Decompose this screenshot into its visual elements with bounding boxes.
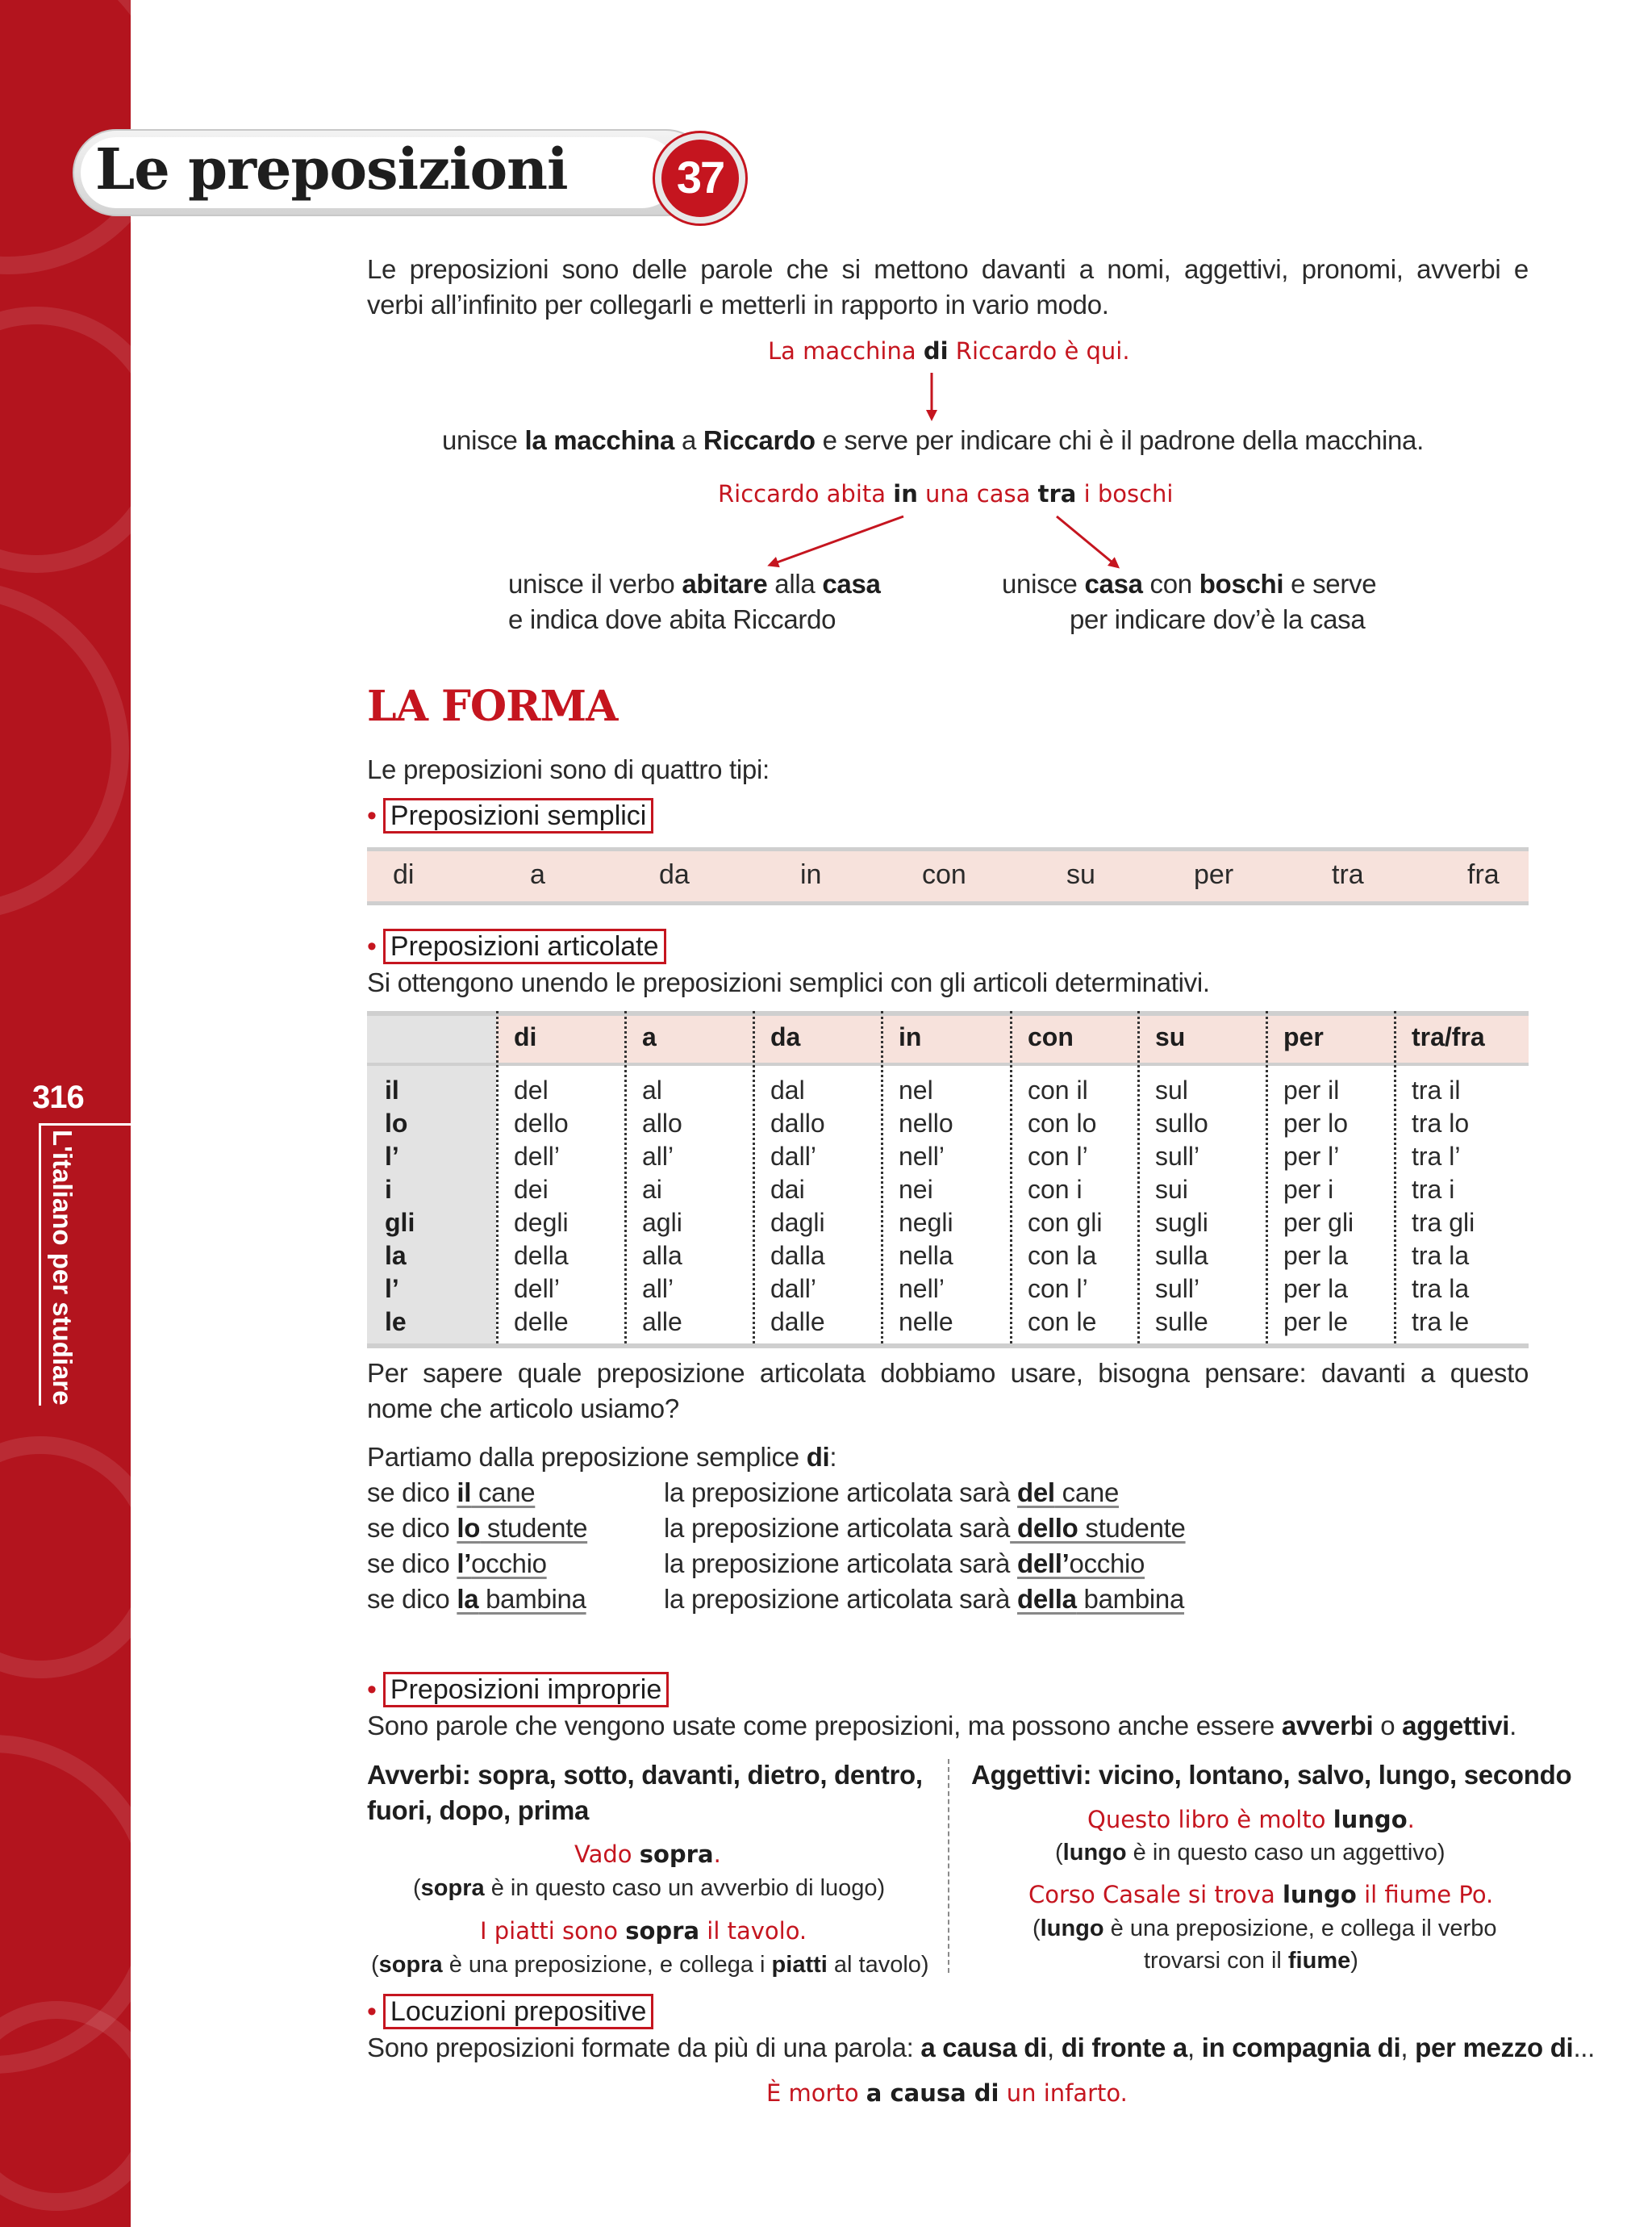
table-cell: allo — [642, 1109, 682, 1138]
table-cell: con la — [1028, 1241, 1097, 1270]
example-sentence-2: Riccardo abita in una casa tra i boschi — [718, 480, 1174, 508]
table-cell: dagli — [770, 1208, 825, 1237]
example-row-right: la preposizione articolata sarà del cane — [664, 1477, 1119, 1507]
simple-prep: per — [1194, 859, 1234, 890]
avverbi-line-1: Avverbi: sopra, sotto, davanti, dietro, dentro, — [367, 1760, 923, 1790]
article-cell: lo — [385, 1109, 408, 1138]
table-cell: dai — [770, 1175, 805, 1204]
table-cell: dal — [770, 1076, 805, 1105]
example-row-left: se dico l’occhio — [367, 1548, 547, 1578]
table-cell: degli — [514, 1208, 569, 1237]
note-corso-1: (lungo è una preposizione, e collega il verbo — [1032, 1916, 1497, 1941]
table-cell: sugli — [1155, 1208, 1208, 1237]
table-header-rule — [367, 1063, 1529, 1066]
column-header: tra/fra — [1412, 1022, 1485, 1051]
table-cell: dell’ — [514, 1274, 560, 1303]
table-cell: con l’ — [1028, 1142, 1088, 1171]
simple-prep: di — [393, 859, 415, 890]
bullet-dot: • — [367, 1674, 377, 1705]
example-2-right-line-1: unisce casa con boschi e serve — [1002, 569, 1377, 599]
table-cell: nei — [899, 1175, 933, 1204]
column-separator — [1394, 1011, 1396, 1343]
bullet-articolate — [367, 928, 666, 965]
table-cell: ai — [642, 1175, 662, 1204]
column-header: in — [899, 1022, 922, 1051]
column-separator — [1010, 1011, 1012, 1343]
simple-prep: da — [659, 859, 690, 890]
table-cell: per la — [1283, 1274, 1349, 1303]
example-row-left: se dico il cane — [367, 1477, 536, 1507]
table-cell: del — [514, 1076, 549, 1105]
example-libro: Questo libro è molto lungo. — [1087, 1806, 1415, 1833]
example-row-left: se dico la bambina — [367, 1584, 586, 1614]
table-cell: nel — [899, 1076, 933, 1105]
table-cell: nelle — [899, 1307, 953, 1336]
table-cell: sul — [1155, 1076, 1188, 1105]
table-cell: con i — [1028, 1175, 1083, 1204]
table-cell: sullo — [1155, 1109, 1208, 1138]
table-cell: sull’ — [1155, 1142, 1200, 1171]
articolate-after-2: nome che articolo usiamo? — [367, 1393, 679, 1423]
bullet-dot: • — [367, 800, 377, 831]
table-cell: tra il — [1412, 1076, 1461, 1105]
table-cell: nell’ — [899, 1274, 945, 1303]
table-cell: per lo — [1283, 1109, 1349, 1138]
arrow-left — [770, 516, 903, 565]
example-2-left-line-1: unisce il verbo abitare alla casa — [508, 569, 881, 599]
bullet-locuzioni — [367, 1993, 653, 2030]
table-cell: nella — [899, 1241, 953, 1270]
simple-prep: fra — [1467, 859, 1500, 890]
table-cell: per i — [1283, 1175, 1334, 1204]
article-cell: l’ — [385, 1142, 399, 1171]
intro-line-1: Le preposizioni sono delle parole che si mettono davanti a nomi, aggettivi, pronomi, avverbi e — [367, 254, 1529, 284]
example-row-right: la preposizione articolata sarà della bambina — [664, 1584, 1185, 1614]
column-header: con — [1028, 1022, 1074, 1051]
column-separator — [496, 1011, 499, 1343]
boxed-label: Preposizioni articolate — [383, 929, 666, 964]
boxed-label: Preposizioni semplici — [383, 798, 653, 834]
table-cell: per l’ — [1283, 1142, 1340, 1171]
table-cell: tra i — [1412, 1175, 1455, 1204]
table-cell: sull’ — [1155, 1274, 1200, 1303]
simple-prep: tra — [1332, 859, 1364, 890]
note-vado: (sopra è in questo caso un avverbio di luogo) — [413, 1875, 886, 1901]
locuzioni-desc: Sono preposizioni formate da più di una parola: a causa di, di fronte a, in compagnia di, per mezzo di... — [367, 2033, 1596, 2062]
intro-line-2: verbi all’infinito per collegarli e metterli in rapporto in vario modo. — [367, 290, 1109, 320]
bullet-dot: • — [367, 931, 377, 962]
column-separator — [753, 1011, 755, 1343]
bullet-semplici — [367, 797, 653, 834]
article-cell: i — [385, 1175, 392, 1204]
table-cell: tra la — [1412, 1241, 1470, 1270]
table-cell: dallo — [770, 1109, 825, 1138]
example-1-explanation: unisce la macchina a Riccardo e serve per indicare chi è il padrone della macchina. — [442, 425, 1424, 455]
table-cell: negli — [899, 1208, 953, 1237]
note-piatti: (sopra è una preposizione, e collega i piatti al tavolo) — [371, 1952, 929, 1978]
table-cell: con le — [1028, 1307, 1097, 1336]
simple-prepositions-row — [367, 847, 1529, 905]
articolate-after-1: Per sapere quale preposizione articolata dobbiamo usare, bisogna pensare: davanti a questo — [367, 1358, 1529, 1388]
section-title: LA FORMA — [367, 682, 618, 731]
table-cell: delle — [514, 1307, 569, 1336]
table-cell: nell’ — [899, 1142, 945, 1171]
table-cell: dello — [514, 1109, 569, 1138]
table-header-band — [367, 1011, 1529, 1063]
example-row-right: la preposizione articolata sarà dell’occhio — [664, 1548, 1145, 1578]
article-cell: l’ — [385, 1274, 399, 1303]
avverbi-line-2: fuori, dopo, prima — [367, 1795, 590, 1825]
table-cell: per il — [1283, 1076, 1340, 1105]
example-corso: Corso Casale si trova lungo il fiume Po. — [1028, 1881, 1494, 1908]
table-cell: all’ — [642, 1142, 674, 1171]
table-cell: tra l’ — [1412, 1142, 1461, 1171]
partiamo-line: Partiamo dalla preposizione semplice di: — [367, 1442, 837, 1472]
column-header: a — [642, 1022, 657, 1051]
example-infarto: È morto a causa di un infarto. — [766, 2079, 1128, 2107]
example-2-left-line-2: e indica dove abita Riccardo — [508, 604, 836, 634]
table-cell: tra le — [1412, 1307, 1470, 1336]
column-separator — [1266, 1011, 1268, 1343]
aggettivi-line: Aggettivi: vicino, lontano, salvo, lungo, secondo — [971, 1760, 1572, 1790]
table-cell: per la — [1283, 1241, 1349, 1270]
table-cell: sulla — [1155, 1241, 1208, 1270]
table-cell: della — [514, 1241, 569, 1270]
arrow-right — [1057, 516, 1117, 566]
simple-prep: con — [922, 859, 966, 890]
table-cell: dall’ — [770, 1274, 816, 1303]
forma-intro: Le preposizioni sono di quattro tipi: — [367, 754, 770, 784]
boxed-label: Preposizioni improprie — [383, 1672, 669, 1707]
table-cell: con il — [1028, 1076, 1088, 1105]
chapter-title: Le preposizioni — [95, 136, 568, 203]
table-cell: alle — [642, 1307, 682, 1336]
table-cell: dell’ — [514, 1142, 560, 1171]
column-separator — [624, 1011, 627, 1343]
column-divider — [948, 1759, 949, 1973]
table-cell: nello — [899, 1109, 953, 1138]
article-cell: gli — [385, 1208, 415, 1237]
table-cell: tra lo — [1412, 1109, 1470, 1138]
table-cell: per gli — [1283, 1208, 1354, 1237]
example-row-left: se dico lo studente — [367, 1513, 588, 1543]
table-cell: sulle — [1155, 1307, 1208, 1336]
table-cell: con l’ — [1028, 1274, 1088, 1303]
table-cell: dalla — [770, 1241, 825, 1270]
table-cell: agli — [642, 1208, 682, 1237]
note-corso-2: trovarsi con il fiume) — [1144, 1948, 1358, 1974]
example-2-right-line-2: per indicare dov’è la casa — [1070, 604, 1366, 634]
table-cell: con gli — [1028, 1208, 1103, 1237]
table-cell: alla — [642, 1241, 682, 1270]
table-cell: al — [642, 1076, 662, 1105]
page-number: 316 — [32, 1080, 84, 1115]
column-header: da — [770, 1022, 801, 1051]
articulated-prepositions-table — [367, 1011, 1529, 1348]
column-header: di — [514, 1022, 537, 1051]
table-cell: tra la — [1412, 1274, 1470, 1303]
note-libro: (lungo è in questo caso un aggettivo) — [1055, 1840, 1446, 1866]
boxed-label: Locuzioni prepositive — [383, 1994, 654, 2029]
table-cell: dalle — [770, 1307, 825, 1336]
column-header: per — [1283, 1022, 1324, 1051]
article-cell: le — [385, 1307, 407, 1336]
articolate-desc: Si ottengono unendo le preposizioni semplici con gli articoli determinativi. — [367, 967, 1210, 997]
article-cell: il — [385, 1076, 399, 1105]
table-cell: dei — [514, 1175, 549, 1204]
simple-prep: in — [800, 859, 822, 890]
example-vado: Vado sopra. — [574, 1841, 721, 1868]
table-bottom-rule — [367, 1343, 1529, 1348]
example-row-right: la preposizione articolata sarà dello studente — [664, 1513, 1186, 1543]
example-piatti: I piatti sono sopra il tavolo. — [480, 1917, 807, 1945]
table-cell: sui — [1155, 1175, 1188, 1204]
example-sentence-1: La macchina di Riccardo è qui. — [768, 337, 1130, 365]
table-cell: con lo — [1028, 1109, 1097, 1138]
table-cell: all’ — [642, 1274, 674, 1303]
simple-prep: a — [530, 859, 545, 890]
table-cell: tra gli — [1412, 1208, 1475, 1237]
simple-prep: su — [1066, 859, 1095, 890]
book-title: L'italiano per studiare — [48, 1130, 77, 1406]
bullet-improprie — [367, 1671, 669, 1708]
column-separator — [881, 1011, 883, 1343]
table-cell: per le — [1283, 1307, 1349, 1336]
article-cell: la — [385, 1241, 407, 1270]
column-separator — [1137, 1011, 1140, 1343]
chapter-number-badge: 37 — [655, 133, 745, 224]
bullet-dot: • — [367, 1996, 377, 2027]
column-header: su — [1155, 1022, 1186, 1051]
improprie-desc: Sono parole che vengono usate come preposizioni, ma possono anche essere avverbi o aggettivi. — [367, 1711, 1516, 1740]
table-cell: dall’ — [770, 1142, 816, 1171]
